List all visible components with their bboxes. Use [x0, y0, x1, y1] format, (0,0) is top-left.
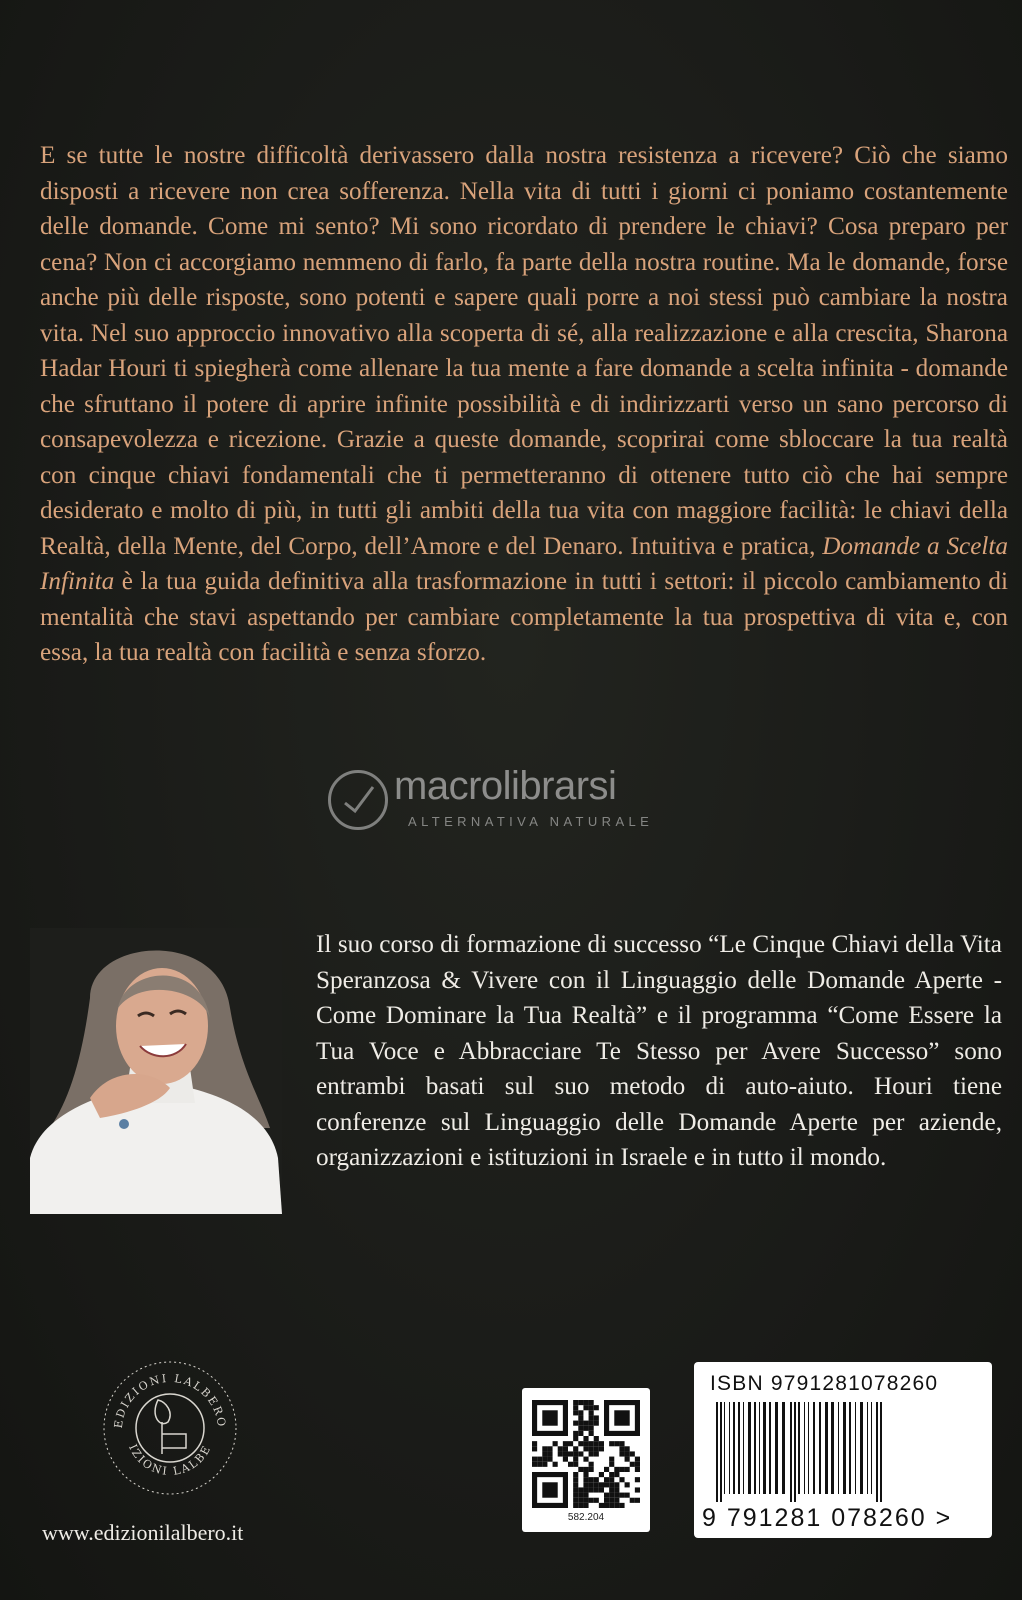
macrolibrarsi-watermark: [322, 764, 722, 838]
isbn-barcode-box: [694, 1362, 992, 1538]
blurb-text-part-1: E se tutte le nostre difficoltà derivassero dalla nostra resistenza a ricevere? Ciò che siamo disposti a ricevere non crea sofferenza. Nella vita di tutti i giorni ci poniamo costantemente delle domande. Come mi sento? Mi sono ricordato di prendere le chiavi? Cosa preparo per cena? Non ci accorgiamo nemmeno di farlo, fa parte della nostra routine. Ma le domande, forse anche più delle risposte, sono potenti e sapere quali porre a noi stessi può cambiare la nostra vita. Nel suo approccio innovativo alla scoperta di sé, alla realizzazione e alla crescita, Sharona Hadar Houri ti spiegherà come allenare la tua mente a fare domande a scelta infinita - domande che sfruttano il potere di aprire infinite possibilità e di indirizzarti verso un sano percorso di consapevolezza e ricezione. Grazie a queste domande, scoprirai come sbloccare la tua realtà con cinque chiavi fondamentali che ti permetteranno di ottenere tutto ciò che hai sempre desiderato e molto di più, in tutti gli ambiti della tua vita con maggiore facilità: le chiavi della Realtà, della Mente, del Corpo, dell’Amore e del Denaro. Intuitiva e pratica,: [40, 142, 1008, 560]
author-bio: Il suo corso di formazione di successo “Le Cinque Chiavi della Vita Speranzosa & Vivere con il Linguaggio delle Domande Aperte - Come Dominare la Tua Realtà” e il programma “Come Essere la Tua Voce e Abbracciare Te Stesso per Avere Successo” sono entrambi basati sul suo metodo di auto-aiuto. Houri tiene conferenze sul Linguaggio delle Domande Aperte per aziende, organizzazioni e istituzioni in Israele e in tutto il mondo.: [316, 931, 1002, 1171]
qr-code-label: 582.204: [567, 1512, 605, 1523]
publisher-logo: [100, 1358, 240, 1498]
blurb-text-part-2: è la tua guida definitiva alla trasformazione in tutti i settori: il piccolo cambiamento di mentalità che stavi aspettando per cambiare completamente la tua prospettiva di vita e, con essa, la tua realtà con facilità e senza sforzo.: [40, 568, 1008, 666]
watermark-tagline: ALTERNATIVA NATURALE: [408, 814, 654, 829]
isbn-label: ISBN 9791281078260: [710, 1372, 939, 1395]
author-photo: [30, 928, 282, 1214]
qr-code: [522, 1388, 650, 1532]
blurb-book-title: Domande a Scelta Infinita: [40, 532, 1008, 595]
publisher-logo-text: EDIZIONI LALBERO: [111, 1371, 229, 1430]
svg-text:EDIZIONI LALBERO: [112, 1372, 228, 1429]
publisher-website[interactable]: www.edizionilalbero.it: [42, 1520, 244, 1545]
publisher-logo-text-bottom: IZIONI LALBE: [126, 1442, 214, 1478]
book-blurb: [40, 138, 1008, 671]
qr-code-image: [532, 1400, 640, 1508]
isbn-barcode-digits: 9 791281 078260 >: [702, 1504, 953, 1532]
watermark-logo-icon: [328, 770, 388, 830]
isbn-barcode: [714, 1402, 972, 1502]
watermark-name: macrolibrarsi: [394, 764, 617, 808]
